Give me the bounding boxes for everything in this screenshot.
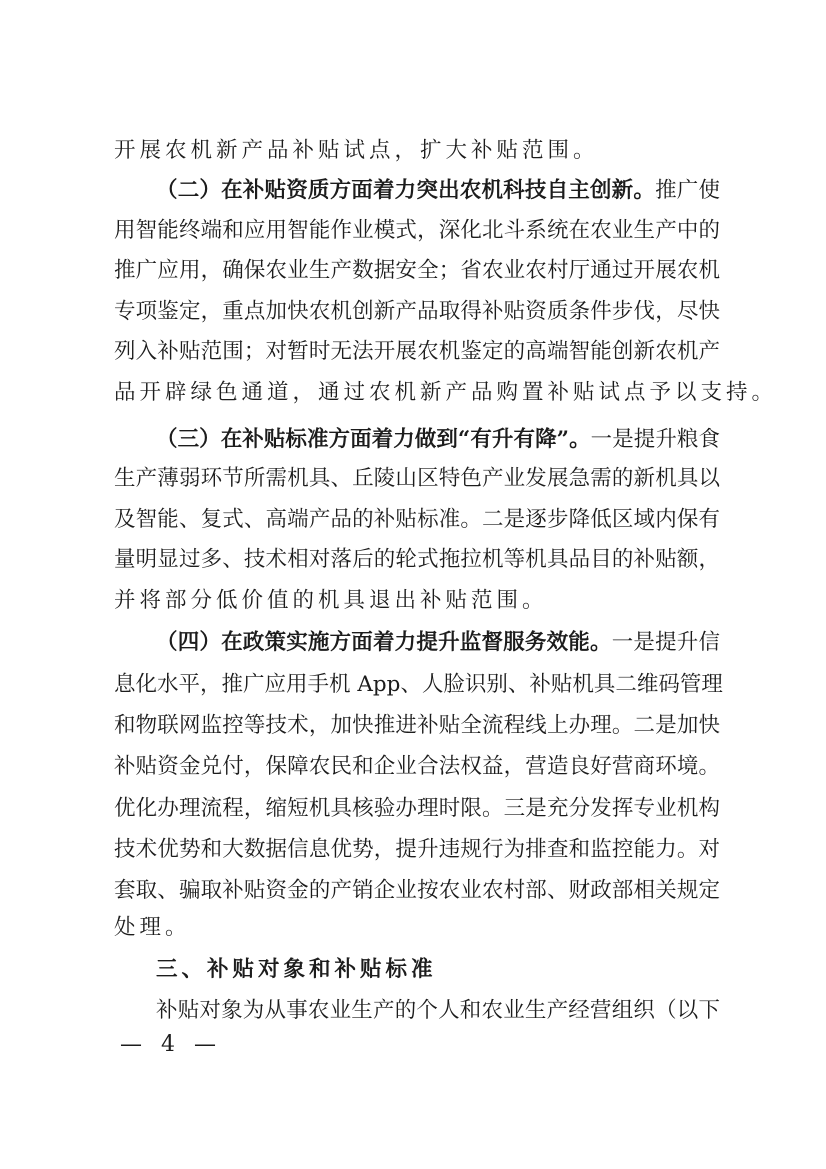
line-text: 套取、骗取补贴资金的产销企业按农业农村部、财政部相关规定 <box>114 878 720 903</box>
text-line-10 <box>114 505 720 535</box>
line-text: 生产薄弱环节所需机具、丘陵山区特色产业发展急需的新机具以 <box>114 466 720 491</box>
line-text: 补贴对象为从事农业生产的个人和农业生产经营组织（以下 <box>156 998 720 1023</box>
text-line-3 <box>114 216 720 246</box>
line-text: 量明显过多、技术相对落后的轮式拖拉机等机具品目的补贴额， <box>114 547 720 572</box>
text-line-2 <box>156 176 720 206</box>
line-text: 推广使 <box>655 178 720 203</box>
section-heading-4: （四）在政策实施方面着力提升监督服务效能。 <box>156 630 612 655</box>
text-line-12 <box>114 586 720 616</box>
line-text: 并将部分低价值的机具退出补贴范围。 <box>114 588 548 613</box>
line-text: 开展农机新产品补贴试点，扩大补贴范围。 <box>114 138 599 163</box>
text-line-16 <box>114 752 720 782</box>
page-number: — 4 — <box>120 1032 222 1057</box>
line-text: 和物联网监控等技术，加快推进补贴全流程线上办理。二是加快 <box>114 713 720 738</box>
line-text: 一是提升信 <box>611 630 720 655</box>
text-line-14 <box>114 670 723 700</box>
text-line-6 <box>114 337 720 367</box>
text-line-7 <box>114 378 778 408</box>
text-line-4 <box>114 256 720 286</box>
line-text: 技术优势和大数据信息优势，提升违规行为排查和监控能力。对 <box>114 837 720 862</box>
section-heading-main: 三、补贴对象和补贴标准 <box>156 957 437 982</box>
line-text: 用智能终端和应用智能作业模式，深化北斗系统在农业生产中的 <box>114 218 720 243</box>
section-heading-3: （三）在补贴标准方面着力做到“有升有降”。 <box>156 427 591 452</box>
text-line-1 <box>114 136 720 166</box>
text-line-13 <box>156 628 720 658</box>
line-text: 补贴资金兑付，保障农民和企业合法权益，营造良好营商环境。 <box>114 754 720 779</box>
text-line-20 <box>114 913 720 943</box>
line-text: 处理。 <box>114 915 191 940</box>
text-line-5 <box>114 297 720 327</box>
text-line-11 <box>114 545 720 575</box>
line-text: 推广应用，确保农业生产数据安全；省农业农村厅通过开展农机 <box>114 258 720 283</box>
line-text: 息化水平，推广应用手机 App、人脸识别、补贴机具二维码管理 <box>114 672 723 697</box>
text-line-8 <box>156 425 720 455</box>
line-text: 专项鉴定，重点加快农机创新产品取得补贴资质条件步伐，尽快 <box>114 299 720 324</box>
text-line-21 <box>156 955 720 985</box>
text-line-15 <box>114 711 720 741</box>
text-line-9 <box>114 464 720 494</box>
line-text: 一是提升粮食 <box>590 427 720 452</box>
line-text: 列入补贴范围；对暂时无法开展农机鉴定的高端智能创新农机产 <box>114 339 720 364</box>
text-line-22 <box>156 996 720 1026</box>
section-heading-2: （二）在补贴资质方面着力突出农机科技自主创新。 <box>156 178 656 203</box>
line-text: 品开辟绿色通道，通过农机新产品购置补贴试点予以支持。 <box>114 380 778 405</box>
text-line-17 <box>114 794 720 824</box>
line-text: 优化办理流程，缩短机具核验办理时限。三是充分发挥专业机构 <box>114 796 720 821</box>
text-line-18 <box>114 835 720 865</box>
text-line-19 <box>114 876 720 906</box>
line-text: 及智能、复式、高端产品的补贴标准。二是逐步降低区域内保有 <box>114 507 720 532</box>
